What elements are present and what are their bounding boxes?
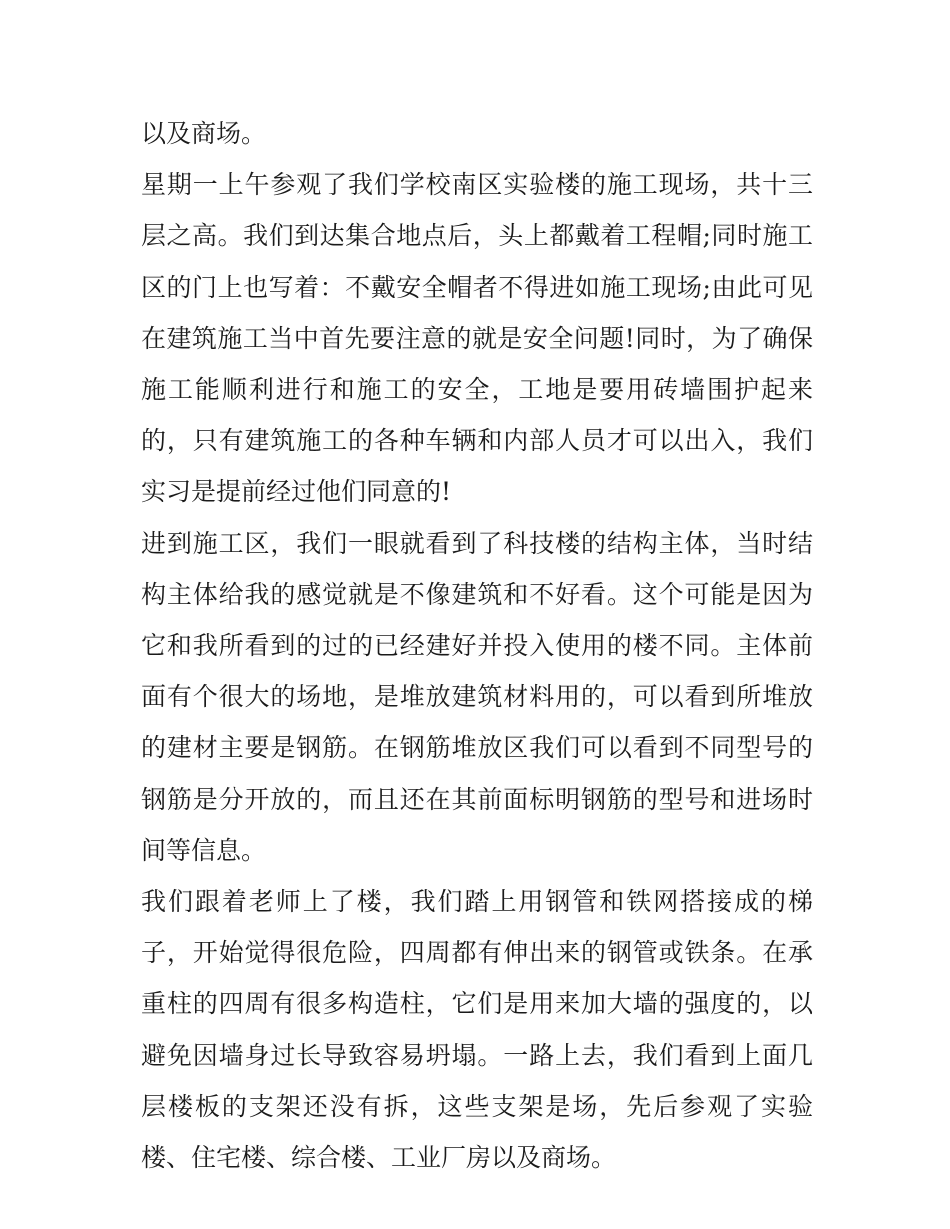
paragraph-site-visit: 星期一上午参观了我们学校南区实验楼的施工现场，共十三层之高。我们到达集合地点后，头上都戴着工程帽;同时施工区的门上也写着：不戴安全帽者不得进如施工现场;由此可见在建筑施工当中首先要注意的就是安全问题!同时，为了确保施工能顺利进行和施工的安全，工地是要用砖墙围护起来的，只有建筑施工的各种车辆和内部人员才可以出入，我们实习是提前经过他们同意的!	[141, 170, 813, 507]
paragraph-continuation: 以及商场。	[141, 119, 267, 148]
document-body	[141, 108, 813, 1183]
paragraph-upstairs: 我们跟着老师上了楼，我们踏上用钢管和铁网搭接成的梯子，开始觉得很危险，四周都有伸出来的钢管或铁条。在承重柱的四周有很多构造柱，它们是用来加大墙的强度的，以避免因墙身过长导致容易坍塌。一路上去，我们看到上面几层楼板的支架还没有拆，这些支架是场，先后参观了实验楼、住宅楼、综合楼、工业厂房以及商场。	[141, 887, 813, 1173]
paragraph-construction-area: 进到施工区，我们一眼就看到了科技楼的结构主体，当时结构主体给我的感觉就是不像建筑和不好看。这个可能是因为它和我所看到的过的已经建好并投入使用的楼不同。主体前面有个很大的场地，是堆放建筑材料用的，可以看到所堆放的建材主要是钢筋。在钢筋堆放区我们可以看到不同型号的钢筋是分开放的，而且还在其前面标明钢筋的型号和进场时间等信息。	[141, 528, 813, 865]
